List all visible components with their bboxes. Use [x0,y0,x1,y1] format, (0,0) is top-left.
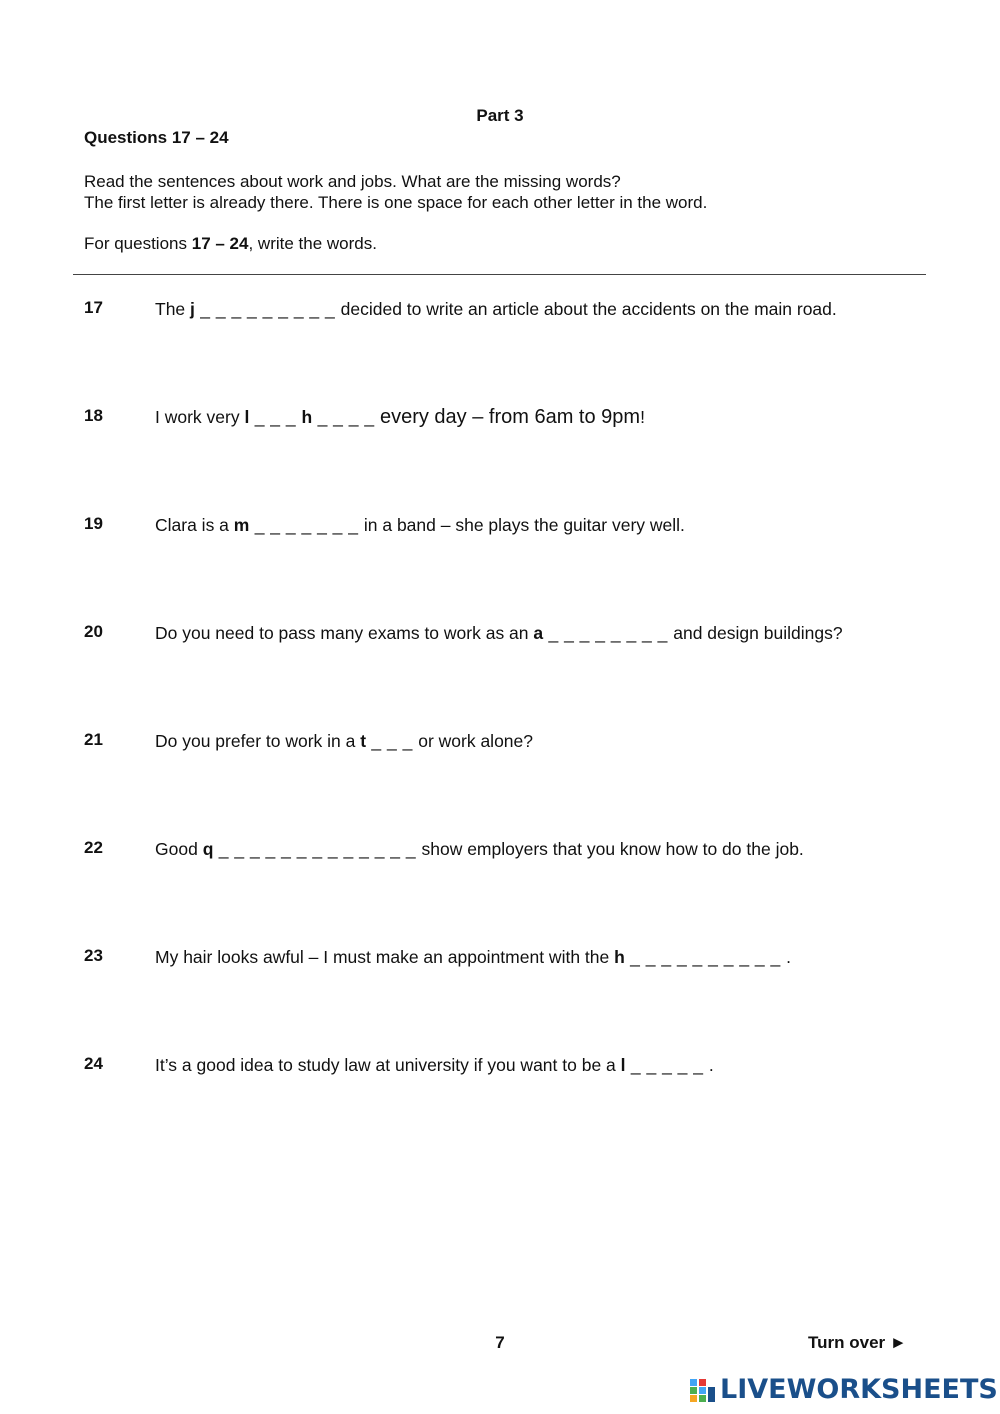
liveworksheets-logo-icon [690,1377,716,1403]
question-20 [84,622,964,652]
question-text-after: and design buildings? [673,623,843,643]
answer-blanks[interactable]: _ _ _ _ _ _ _ _ _ [194,299,341,319]
answer-blanks[interactable]: _ _ _ _ _ _ _ _ _ _ [624,947,787,967]
divider [73,274,926,275]
question-text-before: Do you need to pass many exams to work as an [155,623,534,643]
question-text-after: . [786,947,791,967]
liveworksheets-logo-text: LIVEWORKSHEETS [720,1374,998,1405]
question-text-after: decided to write an article about the accidents on the main road. [340,299,837,319]
question-text [155,515,685,536]
page-number: 7 [495,1333,505,1352]
question-number: 21 [84,730,103,749]
question-24 [84,1054,964,1084]
question-21 [84,730,964,760]
question-text-before: Do you prefer to work in a [155,731,361,751]
first-letter: q [202,839,214,859]
second-word-first-letter: h [301,407,313,427]
part-title: Part 3 [476,106,524,125]
questions-heading: Questions 17 – 24 [84,128,229,147]
answer-blanks[interactable]: _ _ _ _ _ [625,1055,709,1075]
question-19 [84,514,964,544]
turn-over-label: Turn over ► [808,1333,907,1352]
answer-blanks[interactable]: _ _ _ _ _ _ _ _ _ _ _ _ _ [213,839,422,859]
question-number: 19 [84,514,103,533]
question-text-after-large: every day – from 6am to 9pm [379,406,641,428]
question-text [155,299,837,320]
instruction-line-1: Read the sentences about work and jobs. What are the missing words? [84,172,621,191]
answer-blanks-2[interactable]: _ _ _ _ [312,407,380,427]
first-letter: l [620,1055,626,1075]
for-questions-line [84,234,377,254]
answer-blanks[interactable]: _ _ _ [249,407,302,427]
question-number: 18 [84,406,103,425]
instructions [84,171,707,213]
question-text-after: show employers that you know how to do the job. [421,839,804,859]
question-number: 22 [84,838,103,857]
question-number: 20 [84,622,103,641]
question-text-after: in a band – she plays the guitar very well. [363,515,685,535]
question-text-before: I work very [155,407,245,427]
question-text-before: It’s a good idea to study law at university if you want to be a [155,1055,621,1075]
answer-blanks[interactable]: _ _ _ [366,731,419,751]
question-23 [84,946,964,976]
question-text-before: Clara is a [155,515,234,535]
instruction-line-2: The first letter is already there. There is one space for each other letter in the word. [84,193,708,212]
answer-blanks[interactable]: _ _ _ _ _ _ _ _ [543,623,674,643]
for-questions-prefix: For questions [84,234,192,253]
first-letter: h [614,947,625,967]
question-text [155,839,804,860]
question-text-before: The [155,299,191,319]
question-text [155,947,791,968]
question-17 [84,298,964,328]
for-questions-range: 17 – 24 [191,234,249,253]
question-text [155,731,533,752]
first-letter: j [190,299,195,319]
question-text-after: or work alone? [418,731,534,751]
question-number: 24 [84,1054,103,1073]
for-questions-suffix: , write the words. [248,234,377,253]
question-number: 23 [84,946,103,965]
first-letter: l [244,407,250,427]
question-text [155,406,645,429]
question-text [155,1055,714,1076]
question-text-before: Good [155,839,203,859]
question-18 [84,406,964,436]
question-text [155,623,843,644]
first-letter: a [533,623,544,643]
question-text-after: ! [640,407,645,427]
liveworksheets-logo[interactable] [690,1374,998,1406]
question-number: 17 [84,298,103,317]
first-letter: t [360,731,367,751]
question-text-after: . [708,1055,714,1075]
first-letter: m [233,515,250,535]
answer-blanks[interactable]: _ _ _ _ _ _ _ [249,515,364,535]
question-text-before: My hair looks awful – I must make an appointment with the [155,947,615,967]
question-22 [84,838,964,868]
